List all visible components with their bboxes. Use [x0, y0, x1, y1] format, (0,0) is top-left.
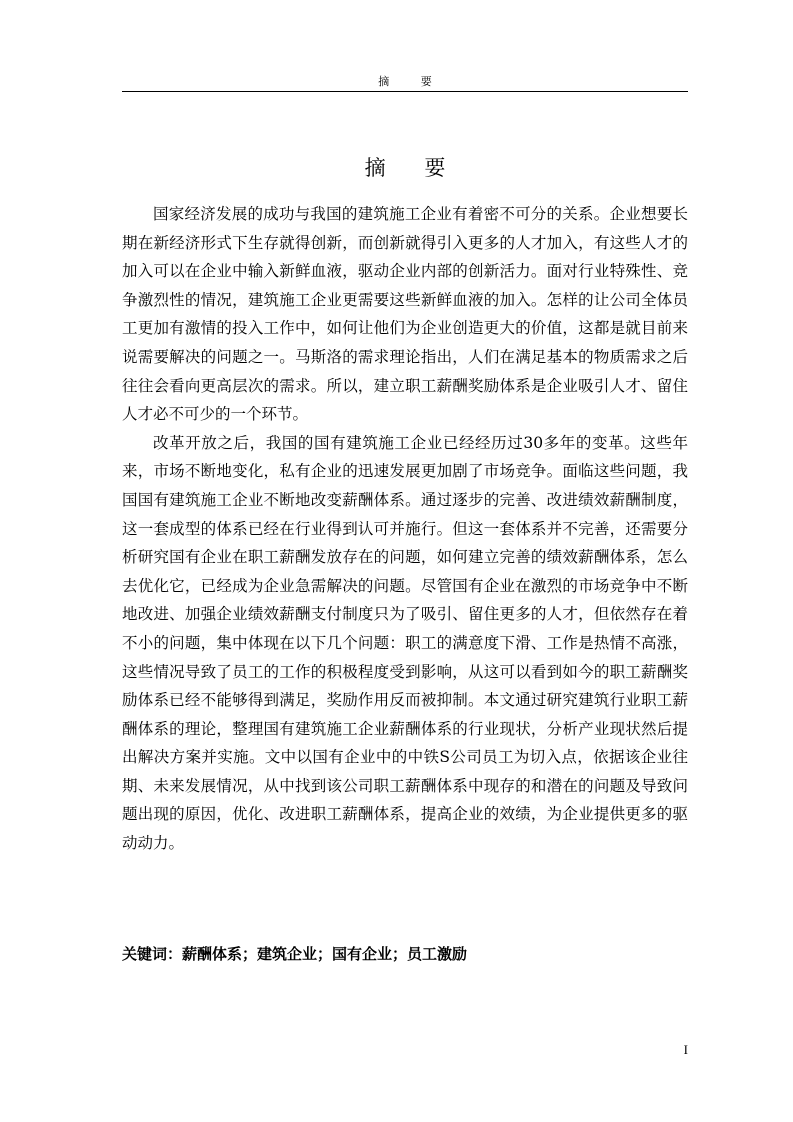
header-rule	[122, 91, 688, 92]
abstract-title: 摘 要	[364, 156, 462, 181]
abstract-paragraph-2: 改革开放之后，我国的国有建筑施工企业已经经历过30多年的变革。这些年来，市场不断地变化，私有企业的迅速发展更加剧了市场竞争。面临这些问题，我国国有建筑施工企业不断地改变薪酬体系。通过逐步的完善、改进绩效薪酬制度，这一套成型的体系已经在行业得到认可并施行。但这一套体系并不完善，还需要分析研究国有企业在职工薪酬发放存在的问题，如何建立完善的绩效薪酬体系，怎么去优化它，已经成为企业急需解决的问题。尽管国有企业在激烈的市场竞争中不断地改进、加强企业绩效薪酬支付制度只为了吸引、留住更多的人才，但依然存在着不小的问题，集中体现在以下几个问题：职工的满意度下滑、工作是热情不高涨，这些情况导致了员工的工作的积极程度受到影响，从这可以看到如今的职工薪酬奖励体系已经不能够得到满足，奖励作用反而被抑制。本文通过研究建筑行业职工薪酬体系的理论，整理国有建筑施工企业薪酬体系的行业现状，分析产业现状然后提出解决方案并实施。文中以国有企业中的中铁S公司员工为切入点，依据该企业往期、未来发展情况，从中找到该公司职工薪酬体系中现存的和潜在的问题及导致问题出现的原因，优化、改进职工薪酬体系，提高企业的效绩，为企业提供更多的驱动动力。	[122, 433, 688, 853]
page-number: I	[683, 1042, 688, 1057]
running-header: 摘 要	[378, 75, 446, 88]
keywords-line: 关键词：薪酬体系；建筑企业；国有企业；员工激励	[122, 945, 468, 963]
abstract-body	[122, 200, 688, 858]
abstract-paragraph-1: 国家经济发展的成功与我国的建筑施工企业有着密不可分的关系。企业想要长期在新经济形式下生存就得创新，而创新就得引入更多的人才加入，有这些人才的加入可以在企业中输入新鲜血液，驱动企业内部的创新活力。面对行业特殊性、竞争激烈性的情况，建筑施工企业更需要这些新鲜血液的加入。怎样的让公司全体员工更加有激情的投入工作中，如何让他们为企业创造更大的价值，这都是就目前来说需要解决的问题之一。马斯洛的需求理论指出，人们在满足基本的物质需求之后往往会看向更高层次的需求。所以，建立职工薪酬奖励体系是企业吸引人才、留住人才必不可少的一个环节。	[122, 205, 688, 424]
